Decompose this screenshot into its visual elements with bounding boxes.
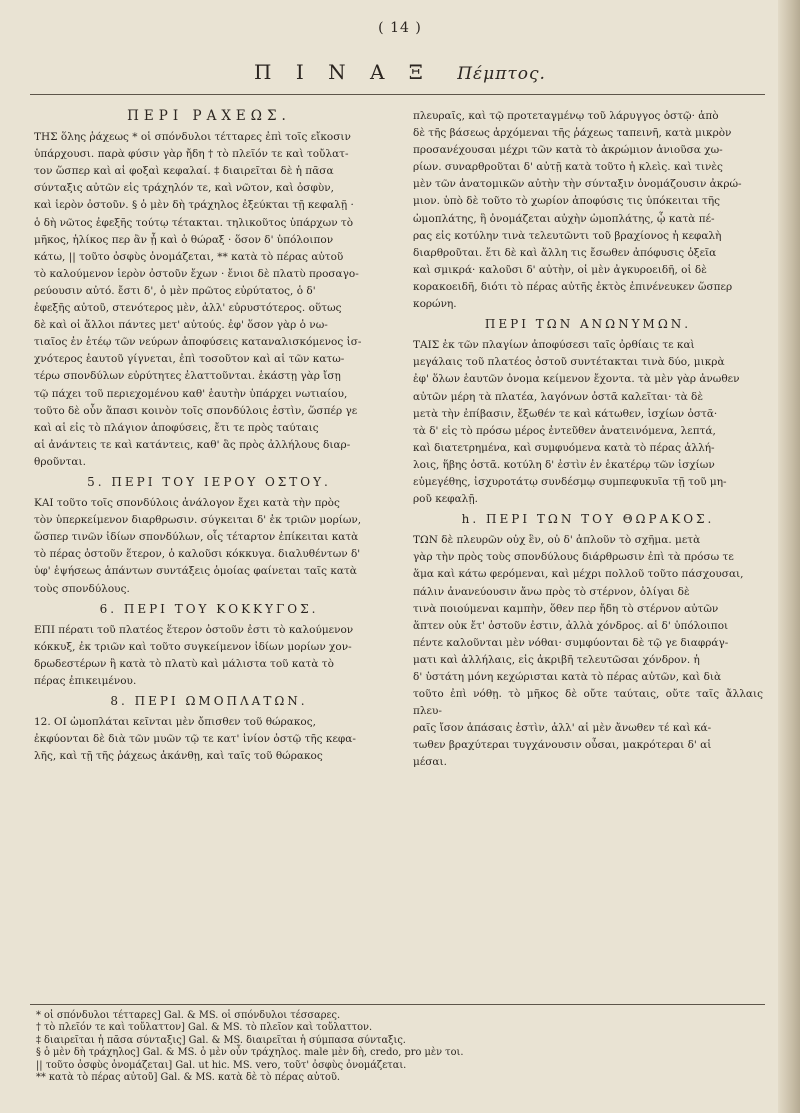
text-line: λοις, ἥβης ὀστᾶ. κοτύλη δ' ἐστὶν ἐν ἑκατέρῳ τῶν ἰσχίων — [413, 458, 715, 471]
text-line: ἅμα καὶ κάτω φερόμεναι, καὶ μέχρι πολλοῦ τοῦτο πάσχουσαι, — [413, 568, 744, 581]
text-line: καὶ ἱερὸν ὀστοῦν. § ὁ μὲν δὴ τράχηλος ἐξεύκται τῇ κεφαλῇ · — [34, 199, 354, 212]
text-line: δ' ὑστάτη μόνη κεχώρισται κατὰ τὸ πέρας αὐτῶν, καὶ διὰ — [413, 671, 722, 683]
text-line: κάτω, || τοῦτο ὀσφὺς ὀνομάζεται, ** κατὰ τὸ πέρας αὐτοῦ — [34, 250, 344, 263]
text-line: πάλιν ἀνανεύουσιν ἄνω πρὸς τὸ στέρνον, ὀλίγαι δὲ — [413, 585, 690, 598]
text-line: λῆς, καὶ τῇ τῆς ῥάχεως ἀκάνθῃ, καὶ ταῖς τοῦ θώρακος — [34, 750, 323, 763]
text-line: μιον. ὑπὸ δὲ τοῦτο τὸ χωρίον ἀποφύσις τις ὑπόκειται τῆς — [413, 195, 721, 208]
text-line: ΤΗΣ ὅλης ῥάχεως * οἱ σπόνδυλοι τέτταρες ἐπὶ τοῖς εἴκοσιν — [34, 131, 351, 144]
text-line: ροῦ κεφαλῇ. — [413, 493, 478, 506]
text-line: ὑπάρχουσι. παρὰ φύσιν γὰρ ἤδη † τὸ πλεῖόν τε καὶ τοὔλατ- — [34, 148, 349, 161]
header-rule — [30, 94, 765, 95]
text-line: ΕΠΙ πέρατι τοῦ πλατέος ἕτερον ὀστοῦν ἐστι τὸ καλούμενον — [34, 623, 354, 636]
text-line: κορώνη. — [413, 298, 457, 311]
text-line: ὁ δὴ νῶτος ἐφεξῆς τούτῳ τέτακται. τηλικοῦτος ὑπάρχων τὸ — [34, 216, 354, 229]
footnote-rule — [30, 1004, 765, 1005]
coccyx-text — [34, 622, 384, 690]
text-line: μέσαι. — [413, 756, 447, 769]
section-title-thorax: h. ΠΕΡΙ ΤΩΝ ΤΟΥ ΘΩΡΑΚΟΣ. — [461, 512, 715, 527]
text-line: αὐτῶν μέρη τὰ πλατέα, λαγόνων ὀστᾶ καλεῖται· τὰ δὲ — [413, 390, 704, 403]
text-line: ραῖς ἴσον ἁπάσαις ἐστὶν, ἀλλ' αἱ μὲν ἄνωθεν τέ καὶ κά- — [413, 722, 712, 735]
footnote: * οἱ σπόνδυλοι τέτταρες] Gal. & MS. οἱ σπόνδυλοι τέσσαρες. — [36, 1010, 341, 1021]
text-line: τέρω σπονδύλων εὐρύτητες ἐλαττοῦνται. ἑκάστῃ γὰρ ἴσῃ — [34, 370, 341, 383]
scapulae-continued-text — [413, 108, 763, 313]
text-line: ρας εἰς κοτύλην τινὰ τελευτῶντι τοῦ βραχίονος ἡ κεφαλὴ — [413, 229, 722, 242]
text-line: σύνταξις αὐτῶν εἰς τράχηλόν τε, καὶ νῶτον, καὶ ὀσφὺν, — [34, 182, 334, 195]
text-line: ὠμοπλάτης, ἣ ὀνομάζεται αὐχὴν ὠμοπλάτης, ᾧ κατὰ πέ- — [413, 212, 715, 225]
text-line: τον ὥσπερ καὶ αἱ φοξαὶ κεφαλαί. ‡ διαιρεῖται δὲ ἡ πᾶσα — [34, 165, 334, 178]
text-line: ρίων. συναρθροῦται δ' αὐτῇ κατὰ τοῦτο ἡ κλεὶς. καὶ τινὲς — [413, 161, 723, 174]
text-line: ΤΑΙΣ ἐκ τῶν πλαγίων ἀποφύσεσι ταῖς ὀρθίαις τε καὶ — [413, 339, 695, 352]
text-line: μῆκος, ἡλίκος περ ἂν ᾖ καὶ ὁ θώραξ · ὅσον δ' ὑπόλοιπον — [34, 233, 334, 246]
text-line: ὥσπερ τινῶν ἰδίων σπονδύλων, οἷς τέταρτον ἐπίκειται κατὰ — [34, 531, 359, 544]
text-line: κόκκυξ, ἐκ τριῶν καὶ τοῦτο συγκείμενον ἰδίων μορίων χον- — [34, 640, 352, 653]
text-line: τὸ καλούμενον ἱερὸν ὀστοῦν ἔχων · ἔνιοι δὲ πλατὺ προσαγο- — [34, 267, 359, 280]
running-head-subtitle: Πέμπτος. — [457, 64, 546, 84]
text-line: μὲν τῶν ἀνατομικῶν αὐτὴν τὴν σύνταξιν ὀνομάζουσιν ἀκρώ- — [413, 178, 742, 191]
footnote: † τὸ πλεῖόν τε καὶ τοὔλαττον] Gal. & MS. τὸ πλεῖον καὶ τοὔλαττον. — [36, 1022, 373, 1034]
thorax-text — [413, 532, 763, 771]
text-line: καὶ διατετρημένα, καὶ συμφυόμενα κατὰ τὸ πέρας ἀλλή- — [413, 441, 715, 454]
section-title-coccyx: 6. ΠΕΡΙ ΤΟΥ ΚΟΚΚΥΓΟΣ. — [99, 601, 319, 616]
section-title-rachis: ΠΕΡΙ ΡΑΧΕΩΣ. — [127, 108, 291, 124]
text-line: τιαῖος ἐν ἑτέῳ τῶν νεύρων ἀποφύσεις καταναλισκόμενος ἰσ- — [34, 336, 362, 349]
section-title-scapulae: 8. ΠΕΡΙ ΩΜΟΠΛΑΤΩΝ. — [110, 694, 308, 709]
text-line: ἐφ' ὅλων ἑαυτῶν ὀνομα κείμενον ἔχοντα. τὰ μὲν γὰρ ἀνωθεν — [413, 373, 740, 386]
text-line: χνότερος ἑαυτοῦ γίγνεται, ἐπὶ τοσοῦτον καὶ αἱ τῶν κατω- — [34, 353, 345, 366]
text-line: τὸ πέρας ὀστοῦν ἕτερον, ὁ καλοῦσι κόκκυγα. διαλυθέντων δ' — [34, 548, 361, 561]
text-line: δὲ τῆς βάσεως ἀρχόμεναι τῆς ῥάχεως ταπεινῆ, κατὰ μικρὸν — [413, 127, 732, 140]
footnote: || τοῦτο ὀσφὺς ὀνομάζεται] Gal. ut hic. MS. vero, τοῦτ' ὀσφὺς ὀνομάζεται. — [36, 1059, 407, 1071]
text-line: πέντε καλοῦνται μὲν νόθαι· συμφύονται δὲ τῷ γε διαφράγ- — [413, 636, 729, 649]
text-line: εὐμεγέθης, ἰσχυροτάτῳ συνδέσμῳ συμπεφυκυῖα τῇ τοῦ μη- — [413, 475, 727, 488]
right-column — [413, 108, 763, 772]
footnote: ** κατὰ τὸ πέρας αὐτοῦ] Gal. & MS. κατὰ δὲ τὸ πέρας αὐτοῦ. — [36, 1072, 341, 1084]
text-line: ἐφεξῆς αὐτοῦ, στενότερος μὲν, ἀλλ' εὐρυστότερος. οὕτως — [34, 302, 342, 315]
text-line: θροῦνται. — [34, 455, 86, 468]
section-title-anonymous-bones: ΠΕΡΙ ΤΩΝ ΑΝΩΝΥΜΩΝ. — [484, 317, 692, 332]
section-title-sacrum: 5. ΠΕΡΙ ΤΟΥ ΙΕΡΟΥ ΟΣΤΟΥ. — [87, 474, 331, 489]
anonymous-bones-text — [413, 337, 763, 508]
text-line: διαρθροῦται. ἔτι δὲ καὶ ἄλλη τις ἔσωθεν ἀπόφυσις ὀξεῖα — [413, 246, 717, 259]
text-line: ἅπτεν οὐκ ἔτ' ὀστοῦν ἐστιν, ἀλλὰ χόνδρος. αἱ δ' ὑπόλοιποι — [413, 619, 729, 632]
sacrum-text — [34, 495, 384, 598]
text-line: τὰ δ' εἰς τὸ πρόσω μέρος ἐντεῦθεν ἀνατεινόμενα, λεπτά, — [413, 424, 716, 437]
text-line: πέρας ἐπικειμένου. — [34, 675, 137, 687]
scapulae-text — [34, 714, 384, 765]
text-line: κορακοειδῆ, διότι τὸ πέρας αὐτῆς ἐκτὸς ἐπινένευκεν ὥσπερ — [413, 280, 733, 293]
text-line: τωθεν βραχύτεραι τυγχάνουσιν οὖσαι, μακρότεραι δ' αἱ — [413, 739, 712, 752]
text-line: πλευραῖς, καὶ τῷ προτεταγμένῳ τοῦ λάρυγγος ὀστῷ· ἀπὸ — [413, 110, 719, 122]
text-line: τὸν ὑπερκείμενον διαρθρωσιν. σύγκειται δ' ἐκ τριῶν μορίων, — [34, 514, 362, 527]
text-line: ΤΩΝ δὲ πλευρῶν οὐχ ἓν, οὐ δ' ἁπλοῦν τὸ σχῆμα. μετὰ — [413, 534, 701, 547]
text-line: τινὰ ποιούμεναι καμπὴν, ὅθεν περ ἤδη τὸ στέρνον αὐτῶν — [413, 602, 719, 615]
text-line: αἱ ἀνάντεις τε καὶ κατάντεις, καθ' ἃς πρὸς ἀλλήλους διαρ- — [34, 438, 351, 451]
text-line: ΚΑΙ τοῦτο τοῖς σπονδύλοις ἀνάλογον ἔχει κατὰ τὴν πρὸς — [34, 497, 340, 510]
page-edge-shadow — [778, 0, 800, 1113]
text-line: ἐκφύονται δὲ διὰ τῶν μυῶν τῷ τε κατ' ἰνίον ὀστῷ τῆς κεφα- — [34, 733, 356, 746]
text-line: ματι καὶ ἀλλήλαις, εἰς ἀκριβῆ τελευτῶσαι χόνδρον. ἡ — [413, 653, 700, 666]
intro-text — [34, 129, 384, 471]
running-head — [0, 60, 800, 84]
text-line: ρεύουσιν αὐτό. ἔστι δ', ὁ μὲν πρῶτος εὐρύτατος, ὁ δ' — [34, 284, 316, 297]
footnotes — [36, 1010, 766, 1084]
text-line: καὶ σμικρά· καλοῦσι δ' αὐτὴν, οἱ μὲν ἀγκυροειδῆ, οἱ δὲ — [413, 263, 707, 276]
left-column — [34, 108, 384, 765]
text-line: δὲ καὶ οἱ ἄλλοι πάντες μετ' αὐτούς. ἐφ' ὅσον γὰρ ὁ νω- — [34, 319, 328, 332]
text-line: δρωδεστέρων ἢ κατὰ τὸ πλατὺ καὶ μάλιστα τοῦ κατὰ τὸ — [34, 657, 334, 670]
footnote: § ὁ μὲν δὴ τράχηλος] Gal. & MS. ὁ μὲν οὖν τράχηλος. male μὲν δὴ, credo, pro μὲν τοι. — [36, 1047, 464, 1059]
text-line: τοῦτο ἐπὶ νόθῃ. τὸ μῆκος δὲ οὔτε ταύταις, οὔτε ταῖς ἄλλαις πλευ- — [413, 688, 763, 718]
text-line: τοὺς σπονδύλους. — [34, 582, 130, 595]
text-line: τοῦτο δὲ οὖν ἅπασι κοινὸν τοῖς σπονδύλοις ἐστὶν, ὥσπέρ γε — [34, 404, 358, 417]
footnote: ‡ διαιρεῖται ἡ πᾶσα σύνταξις] Gal. & MS. διαιρεῖται ἡ σύμπασα σύνταξις. — [36, 1034, 406, 1046]
page-number: ( 14 ) — [378, 20, 422, 36]
text-line: τῷ πάχει τοῦ περιεχομένου καθ' ἑαυτὴν ὑπάρχει νωτιαίου, — [34, 387, 348, 400]
text-line: ὑφ' ἑψήσεως ἁπάντων συντάξεις ὁμοίας φαίνεται ταῖς κατὰ — [34, 565, 357, 578]
text-line: μετὰ τὴν ἐπίβασιν, ἔξωθέν τε καὶ κάτωθεν, ἰσχίων ὀστᾶ· — [413, 407, 718, 420]
text-line: 12. ΟΙ ὠμοπλάται κεῖνται μὲν ὄπισθεν τοῦ θώρακος, — [34, 716, 316, 729]
text-line: προσανέχουσαι μέχρι τῶν κατὰ τὸ ἀκρώμιον ἀνιοῦσα χω- — [413, 144, 723, 157]
text-line: καὶ αἱ εἰς τὸ πλάγιον ἀποφύσεις, ἔτι τε πρὸς ταύταις — [34, 421, 319, 434]
text-line: μεγάλαις τοῦ πλατέος ὀστοῦ συντέτακται τινὰ δύο, μικρὰ — [413, 356, 725, 369]
text-line: γὰρ τὴν πρὸς τοὺς σπονδύλους διάρθρωσιν ἐπὶ τὰ πρόσω τε — [413, 551, 734, 564]
running-head-title: Π Ι Ν Α Ξ — [254, 60, 432, 84]
